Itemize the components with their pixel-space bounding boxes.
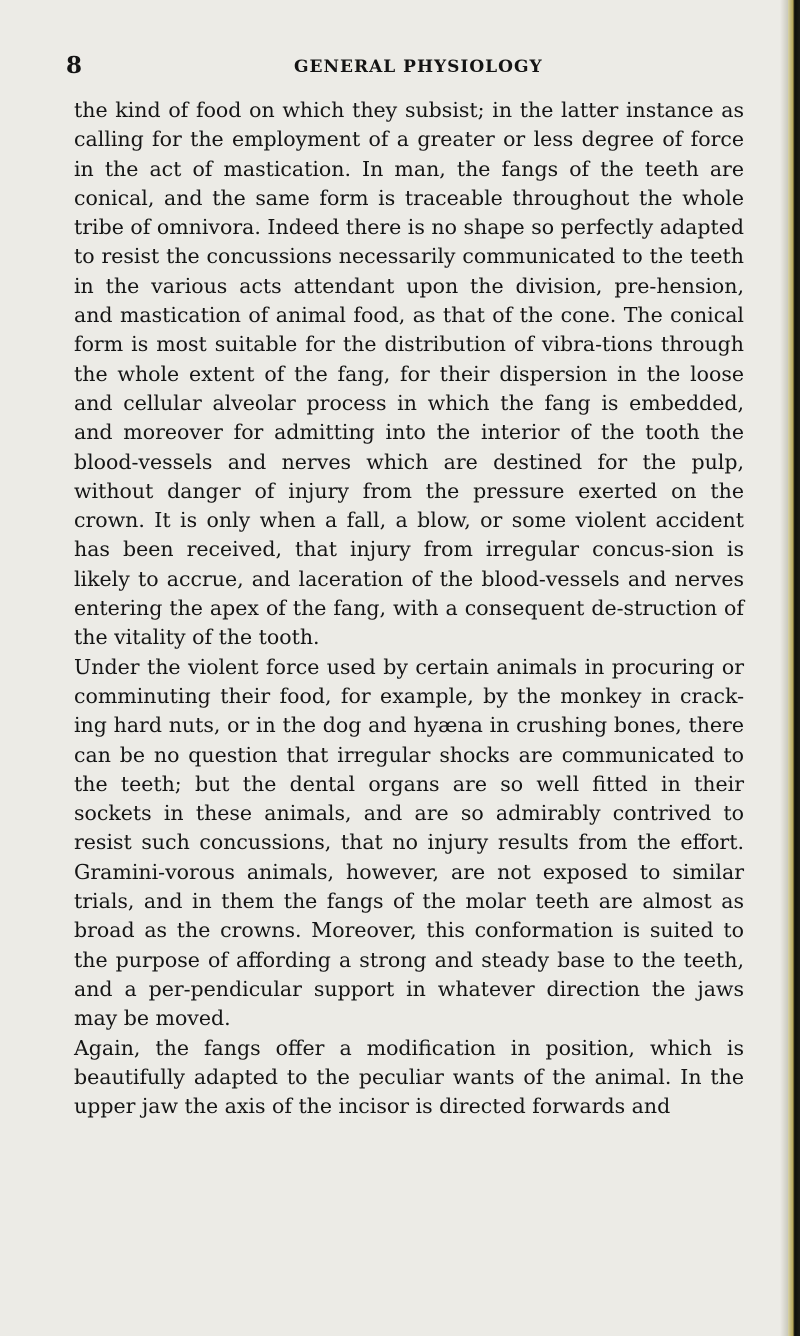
page-number: 8 <box>66 52 83 79</box>
page-header <box>66 46 766 86</box>
running-head: GENERAL PHYSIOLOGY <box>294 57 543 77</box>
paragraph: the kind of food on which they subsist; in the latter instance as calling for the employment of a greater or less degree of force in the act of mastication. In man, the fangs of the teeth are conical, and the same form is traceable throughout the whole tribe of omnivora. Indeed there is no shape so perfectly adapted to resist the concussions necessarily communicated to the teeth in the various acts attendant upon the division, pre-hension, and mastication of animal food, as that of the cone. The conical form is most suitable for the distribution of vibra-tions through the whole extent of the fang, for their dispersion in the loose and cellular alveolar process in which the fang is embedded, and moreover for admitting into the interior of the tooth the blood-vessels and nerves which are destined for the pulp, without danger of injury from the pressure exerted on the crown. It is only when a fall, a blow, or some violent accident has been received, that injury from irregular concus-sion is likely to accrue, and laceration of the blood-vessels and nerves entering the apex of the fang, with a consequent de-struction of the vitality of the tooth. <box>74 98 744 650</box>
body-text <box>74 96 744 1121</box>
paragraph: Under the violent force used by certain animals in procuring or comminuting their food, for example, by the monkey in crack-ing hard nuts, or in the dog and hyæna in crushing bones, there can be no question that irregular shocks are communicated to the teeth; but the dental organs are so well fitted in their sockets in these animals, and are so admirably contrived to resist such concussions, that no injury results from the effort. Gramini-vorous animals, however, are not exposed to similar trials, and in them the fangs of the molar teeth are almost as broad as the crowns. Moreover, this conformation is suited to the purpose of affording a strong and steady base to the teeth, and a per-pendicular support in whatever direction the jaws may be moved. <box>74 654 744 1031</box>
paragraph: Again, the fangs offer a modification in position, which is beautifully adapted to the peculiar wants of the animal. In the upper jaw the axis of the incisor is directed forwards and <box>74 1035 744 1119</box>
binding-shadow <box>780 0 788 1336</box>
binding-edge <box>788 0 800 1336</box>
